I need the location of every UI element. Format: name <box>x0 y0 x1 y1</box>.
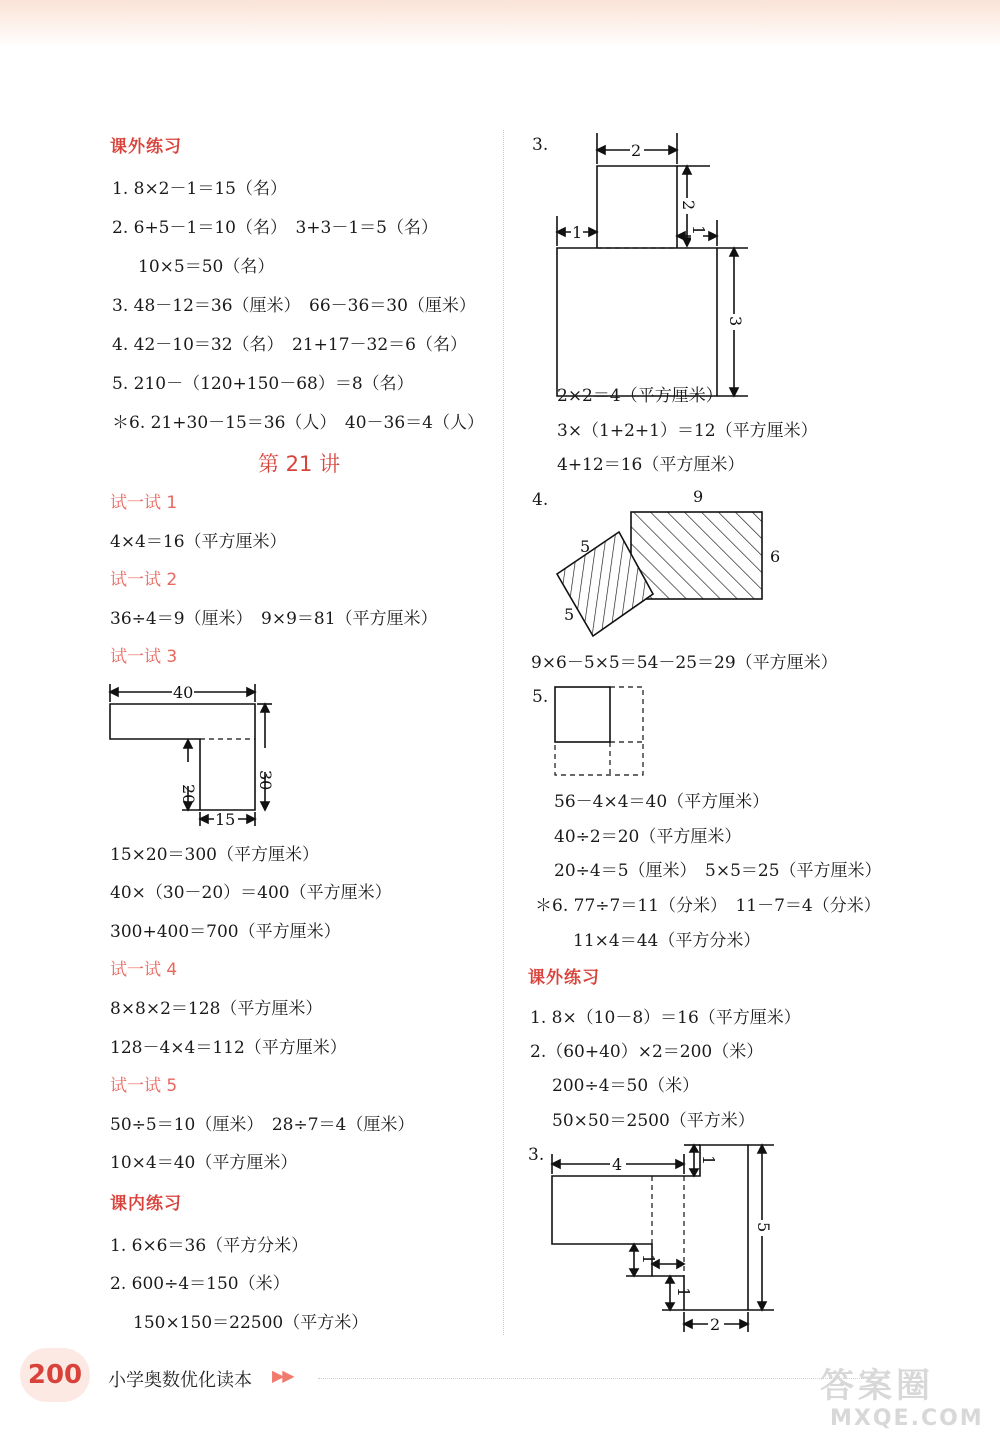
subheading-try1: 试一试 1 <box>110 493 178 513</box>
subheading-try4: 试一试 4 <box>110 960 178 980</box>
dim-label-r1: 1 <box>699 1155 718 1166</box>
answer-line: 2.（60+40）×2＝200（米） <box>530 1042 764 1062</box>
figure-rect-with-square <box>550 128 760 403</box>
figure-l-shape <box>100 678 300 833</box>
answer-line: 10×4＝40（平方厘米） <box>110 1153 298 1173</box>
answer-line: 2. 6+5－1＝10（名） 3+3－1＝5（名） <box>112 218 438 238</box>
watermark-logo <box>820 1358 990 1438</box>
figure-square-grid <box>552 684 652 780</box>
problem-number: 4. <box>532 490 549 510</box>
dim-label-right: 30 <box>256 770 275 791</box>
dim-label-left: 1 <box>572 223 583 242</box>
dim-label-bottom: 15 <box>215 810 236 829</box>
answer-line: 200÷4＝50（米） <box>552 1076 700 1096</box>
answer-line: 50÷5＝10（厘米） 28÷7＝4（厘米） <box>110 1115 415 1135</box>
watermark-top: 答案圈 <box>820 1366 934 1406</box>
subheading-try3: 试一试 3 <box>110 647 178 667</box>
dim-label-right: 3 <box>726 316 745 327</box>
answer-line: 1. 8×2－1＝15（名） <box>112 179 287 199</box>
dim-label-right: 6 <box>770 547 781 566</box>
section-heading-kewai: 课外练习 <box>110 137 182 157</box>
page-number: 200 <box>20 1348 90 1402</box>
book-title: 小学奥数优化读本 <box>108 1370 252 1391</box>
answer-line: 3. 48－12＝36（厘米） 66－36＝30（厘米） <box>112 296 476 316</box>
column-divider <box>503 130 504 1335</box>
dim-label-bottom: 2 <box>710 1315 721 1334</box>
answer-line: 36÷4＝9（厘米） 9×9＝81（平方厘米） <box>110 609 438 629</box>
answer-line: 8×8×2＝128（平方厘米） <box>110 999 323 1019</box>
problem-number: 3. <box>528 1145 545 1165</box>
dim-label-square-top: 5 <box>580 537 591 556</box>
figure-hatched-shapes <box>550 480 800 645</box>
dim-label-small: 1 <box>689 225 708 236</box>
dim-label-top: 4 <box>612 1155 623 1174</box>
section-heading-kewai-2: 课外练习 <box>528 968 600 988</box>
dim-label-square-bottom: 5 <box>564 605 575 624</box>
dim-label-top: 2 <box>631 141 642 160</box>
problem-number: 3. <box>532 135 549 155</box>
dim-label-top: 40 <box>173 683 194 702</box>
top-color-band <box>0 0 1000 48</box>
dim-label-inner: 20 <box>179 784 198 805</box>
answer-line: 40÷2＝20（平方厘米） <box>554 827 742 847</box>
dim-label-top: 9 <box>693 487 704 506</box>
answer-line: 9×6－5×5＝54－25＝29（平方厘米） <box>531 653 838 673</box>
answer-line: 20÷4＝5（厘米） 5×5＝25（平方厘米） <box>554 861 882 881</box>
dim-label-left-small: 1 <box>639 1254 658 1265</box>
dim-label-mid-small: 1 <box>674 1287 693 1298</box>
answer-line: 56－4×4＝40（平方厘米） <box>554 792 770 812</box>
subheading-try5: 试一试 5 <box>110 1076 178 1096</box>
answer-line: 150×150＝22500（平方米） <box>133 1313 369 1333</box>
answer-line: 128－4×4＝112（平方厘米） <box>110 1038 347 1058</box>
answer-line: ＊6. 21+30－15＝36（人） 40－36＝4（人） <box>112 413 484 433</box>
subheading-try2: 试一试 2 <box>110 570 178 590</box>
answer-line: 3×（1+2+1）＝12（平方厘米） <box>557 421 818 441</box>
dim-label-mid: 2 <box>679 200 698 211</box>
answer-line: 4×4＝16（平方厘米） <box>110 532 287 552</box>
answer-line: 10×5＝50（名） <box>138 257 275 277</box>
answer-line: 300+400＝700（平方厘米） <box>110 922 341 942</box>
dim-label-big: 5 <box>754 1222 773 1233</box>
answer-line: 11×4＝44（平方分米） <box>573 931 761 951</box>
answer-line: 4. 42－10＝32（名） 21+17－32＝6（名） <box>112 335 467 355</box>
lecture-title: 第 21 讲 <box>258 452 341 476</box>
arrow-icon: ▶▶ <box>272 1366 293 1385</box>
answer-line: 5. 210－（120+150－68）＝8（名） <box>112 374 414 394</box>
answer-line: 40×（30－20）＝400（平方厘米） <box>110 883 392 903</box>
section-heading-kenei: 课内练习 <box>110 1194 182 1214</box>
footer-divider <box>318 1378 878 1379</box>
answer-line: 50×50＝2500（平方米） <box>552 1111 755 1131</box>
answer-line: 1. 8×（10－8）＝16（平方厘米） <box>530 1008 801 1028</box>
answer-line: 4+12＝16（平方厘米） <box>557 455 745 475</box>
answer-line: 2. 600÷4＝150（米） <box>110 1274 290 1294</box>
figure-stepped-shape <box>548 1140 788 1340</box>
watermark-bottom: MXQE.COM <box>830 1406 984 1431</box>
answer-line: 2×2＝4（平方厘米） <box>557 386 723 406</box>
answer-line: ＊6. 77÷7＝11（分米） 11－7＝4（分米） <box>535 896 881 916</box>
answer-line: 1. 6×6＝36（平方分米） <box>110 1236 309 1256</box>
answer-line: 15×20＝300（平方厘米） <box>110 845 319 865</box>
problem-number: 5. <box>532 687 549 707</box>
